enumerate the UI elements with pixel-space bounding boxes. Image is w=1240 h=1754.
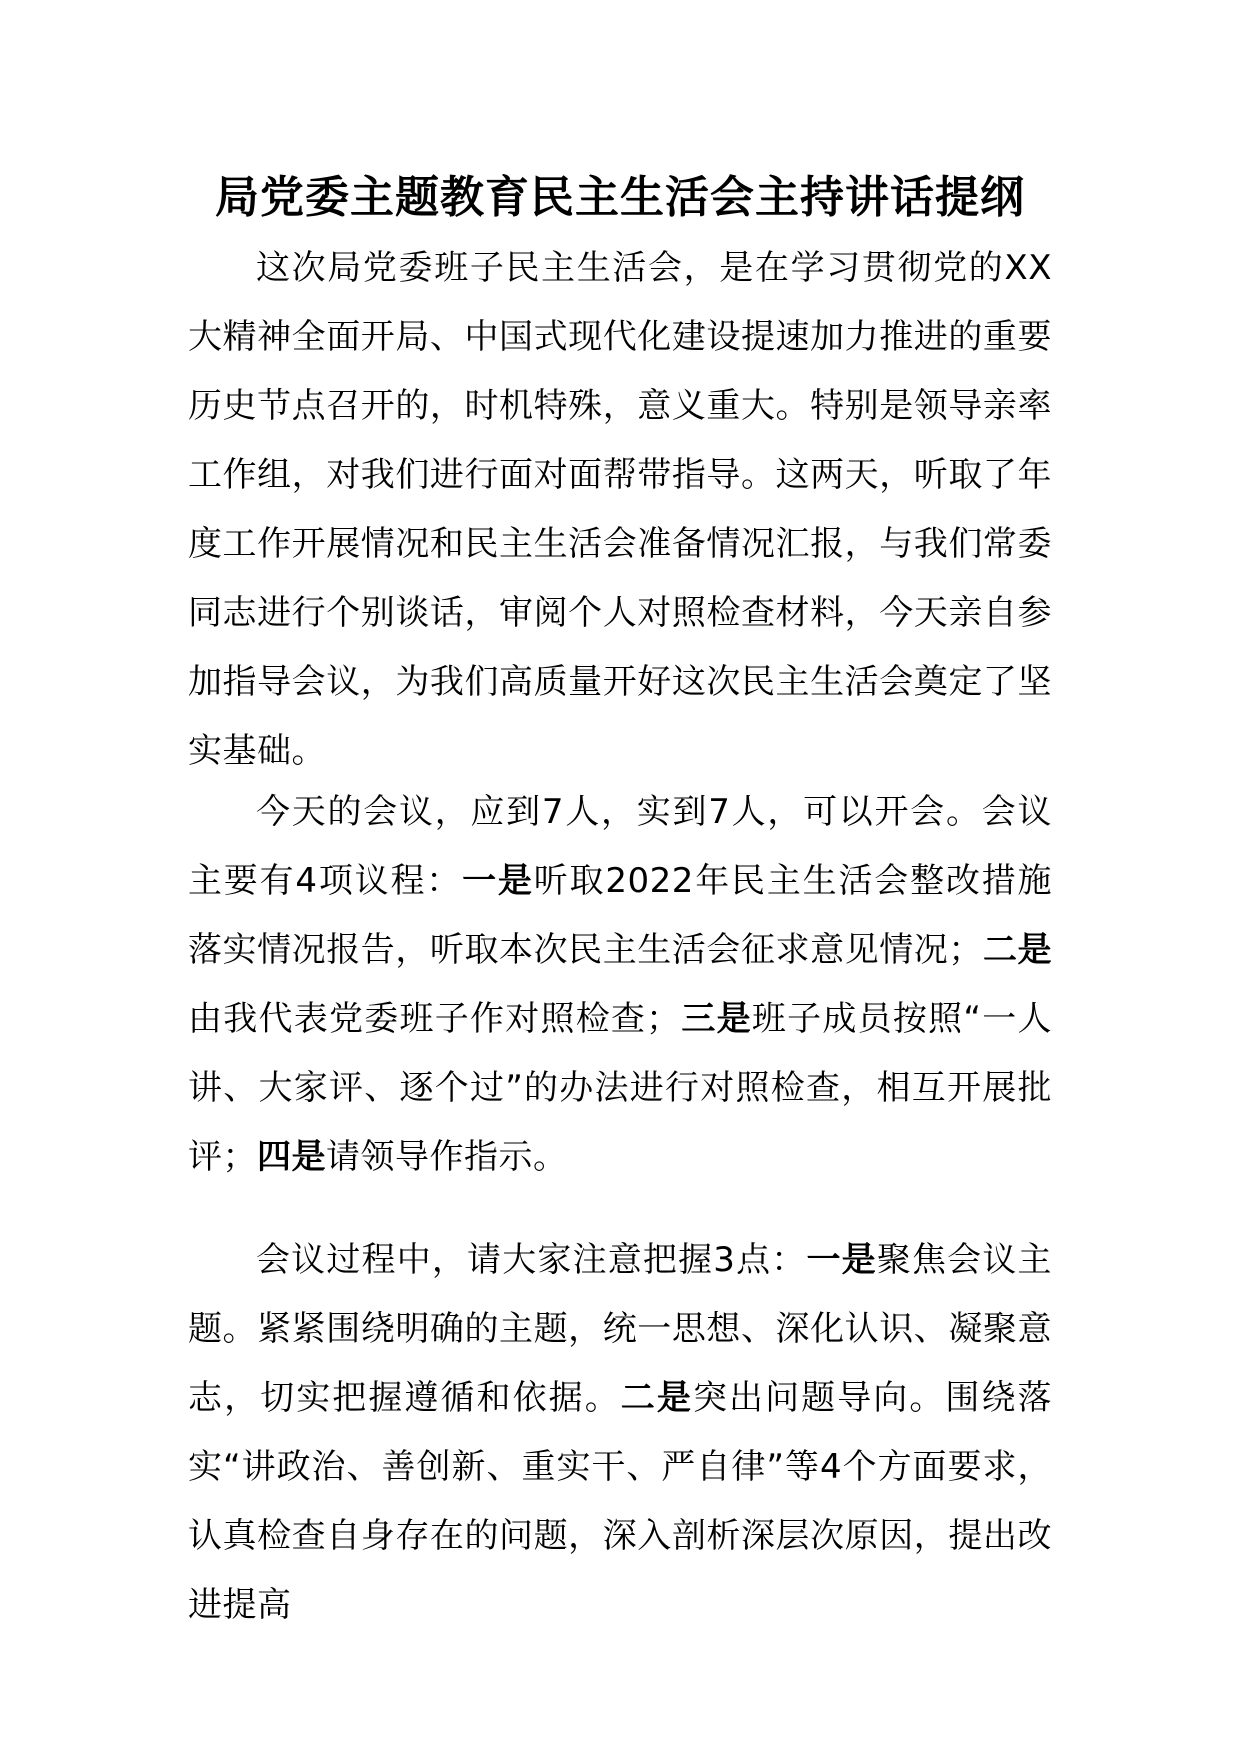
agenda-intro-text: 今天的会议，应到7人，实到7人，可以开会。会议主要有4项议程：	[188, 792, 1052, 901]
guidance-point-2-text: 突出问题导向。围绕落实“讲政治、善创新、重实干、严自律”等4个方面要求，认真检查自身存在的问题，深入剖析深层次原因，提出改进提高	[188, 1378, 1053, 1625]
paragraph-opening	[188, 234, 1052, 786]
document-title: 局党委主题教育民主生活会主持讲话提纲	[215, 172, 1025, 223]
paragraph-agenda	[188, 778, 1052, 1192]
agenda-item-3-text: 班子成员按照“一人讲、大家评、逐个过”的办法进行对照检查，相互开展批评；	[188, 999, 1052, 1177]
guidance-point-2-marker: 二是	[620, 1378, 693, 1418]
agenda-item-2-marker: 二是	[982, 930, 1052, 970]
agenda-item-2-text: 由我代表党委班子作对照检查；	[188, 999, 681, 1039]
guidance-intro-text: 会议过程中，请大家注意把握3点：	[256, 1240, 807, 1280]
agenda-item-4-text: 请领导作指示。	[326, 1137, 568, 1177]
agenda-item-4-marker: 四是	[257, 1137, 326, 1177]
agenda-item-1-marker: 一是	[462, 861, 534, 901]
paragraph-guidance	[188, 1226, 1052, 1640]
guidance-point-1-text: 聚焦会议主题。紧紧围绕明确的主题，统一思想、深化认识、凝聚意志，切实把握遵循和依据。	[188, 1240, 1052, 1418]
agenda-item-3-marker: 三是	[680, 999, 752, 1039]
paragraph-text: 这次局党委班子民主生活会，是在学习贯彻党的XX大精神全面开局、中国式现代化建设提速加力推进的重要历史节点召开的，时机特殊，意义重大。特别是领导亲率工作组，对我们进行面对面帮带指导。这两天，听取了年度工作开展情况和民主生活会准备情况汇报，与我们常委同志进行个别谈话，审阅个人对照检查材料，今天亲自参加指导会议，为我们高质量开好这次民主生活会奠定了坚实基础。	[188, 248, 1052, 771]
agenda-item-1-text: 听取2022年民主生活会整改措施落实情况报告，听取本次民主生活会征求意见情况；	[188, 861, 1053, 970]
guidance-point-1-marker: 一是	[806, 1240, 877, 1280]
